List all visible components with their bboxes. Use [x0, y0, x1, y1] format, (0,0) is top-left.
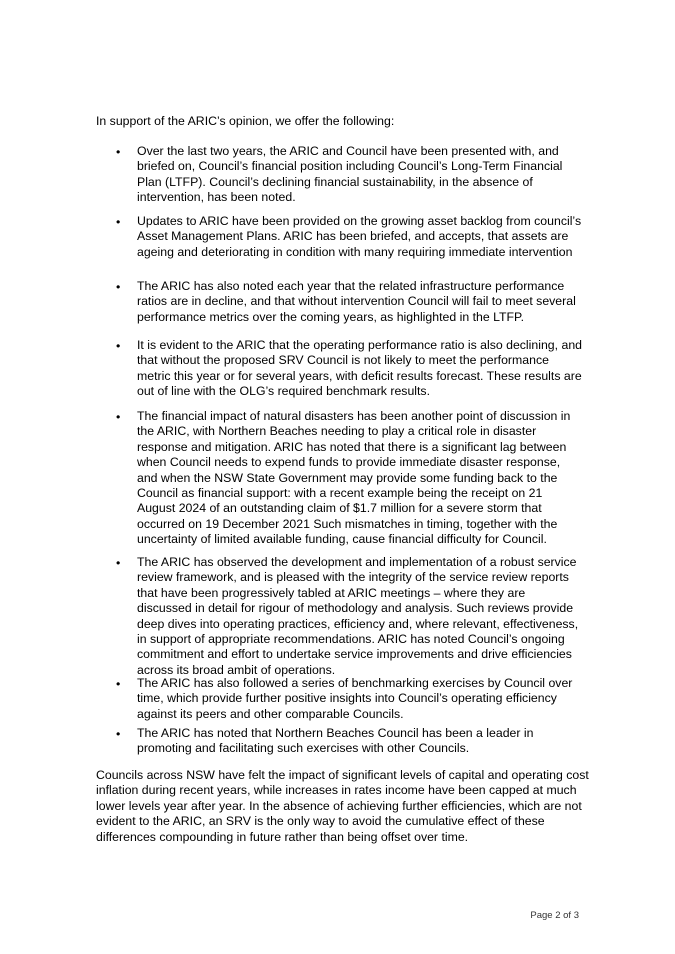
bullet-icon: •: [116, 339, 121, 353]
list-item-text: It is evident to the ARIC that the operating performance ratio is also declining, and that without the proposed SRV Council is not likely to meet the performance metric this year or for several years, with deficit results forecast. These results are out of line with the OLG’s required benchmark results.: [137, 338, 582, 399]
bullet-icon: •: [116, 145, 121, 159]
list-item-text: Over the last two years, the ARIC and Council have been presented with, and briefed on, Council’s financial position including Council’s Long-Term Financial Plan (LTFP). Council’s declining financial sustainability, in the absence of intervention, has been noted.: [137, 144, 563, 205]
bullet-icon: •: [116, 215, 121, 229]
intro-paragraph: In support of the ARIC’s opinion, we offer the following:: [96, 114, 395, 128]
list-item-text: The financial impact of natural disasters has been another point of discussion in the ARIC, with Northern Beaches needing to play a critical role in disaster response and mitigation. ARIC has noted that there is a significant lag between when Council needs to expend funds to provide immediate disaster response, and when the NSW State Government may provide some funding back to the Council as financial support: with a recent example being the receipt on 21 August 2024 of an outstanding claim of $1.7 million for a severe storm that occurred on 19 December 2021 Such mismatches in timing, together with the uncertainty of limited available funding, cause financial difficulty for Council.: [137, 409, 571, 547]
bullet-icon: •: [116, 280, 121, 294]
bullet-icon: •: [116, 410, 121, 424]
list-item-text: The ARIC has noted that Northern Beaches Council has been a leader in promoting and facilitating such exercises with other Councils.: [137, 726, 534, 756]
list-item-text: The ARIC has also followed a series of benchmarking exercises by Council over time, which provide further positive insights into Council’s operating efficiency against its peers and other comparable Councils.: [137, 676, 573, 721]
list-item-text: The ARIC has observed the development and implementation of a robust service review framework, and is pleased with the integrity of the service review reports that have been progressively tabled at ARIC meetings – where they are discussed in detail for rigour of methodology and analysis. Such reviews provide deep dives into operating practices, efficiency and, where relevant, effectiveness, in support of appropriate recommendations. ARIC has noted Council’s ongoing commitment and effort to undertake service improvements and drive efficiencies across its broad ambit of operations.: [137, 555, 579, 677]
bullet-icon: •: [116, 677, 121, 691]
bullet-icon: •: [116, 556, 121, 570]
page-number: Page 2 of 3: [530, 910, 579, 921]
closing-paragraph: Councils across NSW have felt the impact of significant levels of capital and operating cost inflation during recent years, while increases in rates income have been capped at much lower levels year after year. In the absence of achieving further efficiencies, which are not evident to the ARIC, an SRV is the only way to avoid the cumulative effect of these differences compounding in future rather than being offset over time.: [96, 768, 589, 844]
bullet-icon: •: [116, 727, 121, 741]
list-item-text: The ARIC has also noted each year that the related infrastructure performance ratios are in decline, and that without intervention Council will fail to meet several performance metrics over the coming years, as highlighted in the LTFP.: [137, 279, 576, 324]
list-item-text: Updates to ARIC have been provided on the growing asset backlog from council’s Asset Management Plans. ARIC has been briefed, and accepts, that assets are ageing and deteriorating in condition with many requiring immediate intervention: [137, 214, 582, 259]
